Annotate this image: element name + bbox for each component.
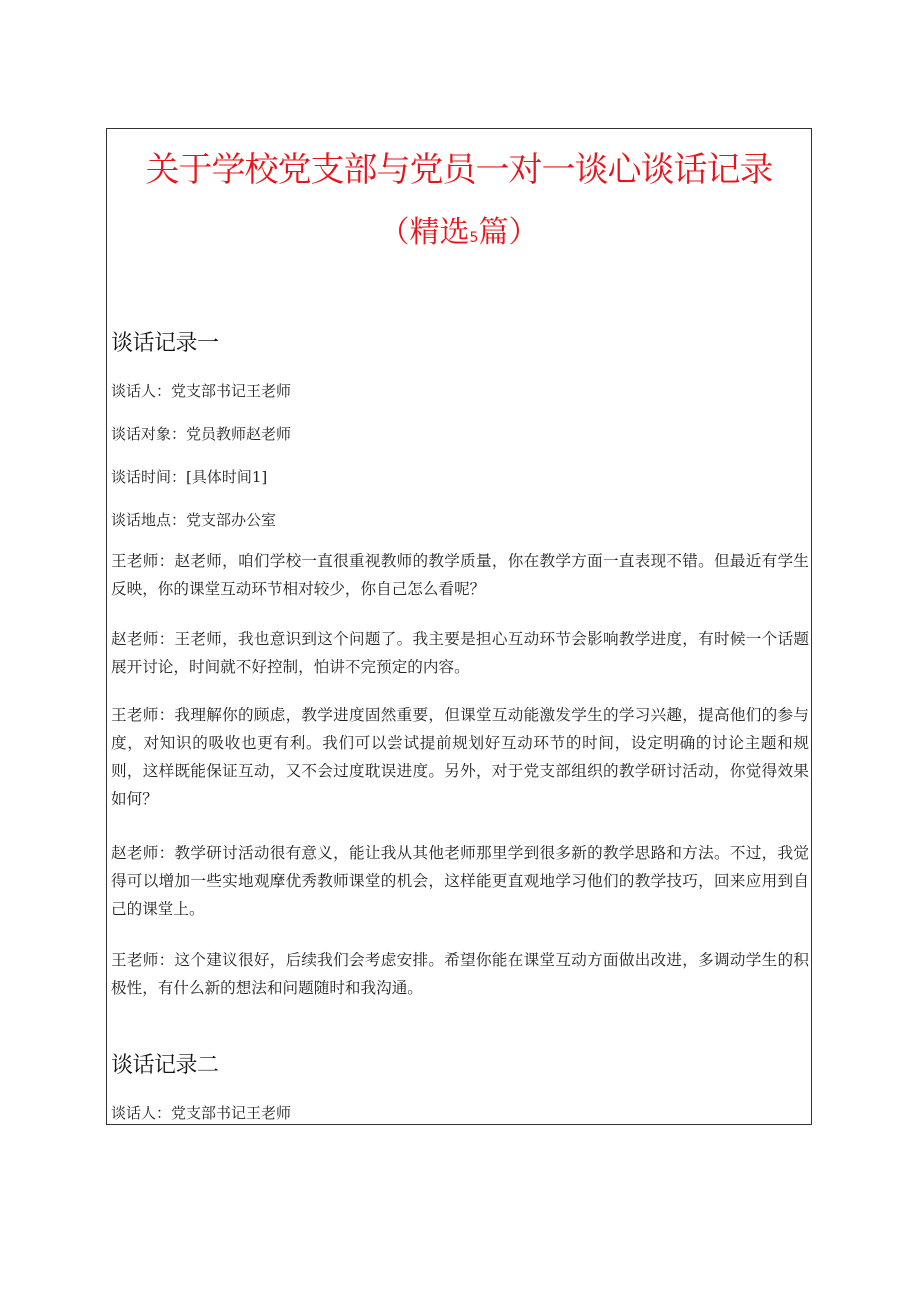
document-title: 关于学校党支部与党员一对一谈心谈话记录 [145,150,773,190]
dialogue-paragraph: 王老师：这个建议很好，后续我们会考虑安排。希望你能在课堂互动方面做出改进，多调动学生的积极性，有什么新的想法和问题随时和我沟通。 [111,951,809,997]
subtitle-close: 篇） [478,215,539,250]
record-1-speaker: 谈话人：党支部书记王老师 [111,382,292,400]
subtitle-open: （精选 [379,215,470,250]
record-1-heading: 谈话记录一 [111,331,219,356]
dialogue-paragraph: 赵老师：教学研讨活动很有意义，能让我从其他老师那里学到很多新的教学思路和方法。不过，我觉得可以增加一些实地观摩优秀教师课堂的机会，这样能更直观地学习他们的教学技巧，回来应用到自己的课堂上。 [111,844,809,918]
record-2-heading: 谈话记录二 [111,1053,219,1078]
document-frame [106,128,812,1125]
document-subtitle [107,213,811,258]
record-2-speaker: 谈话人：党支部书记王老师 [111,1104,292,1122]
dialogue-paragraph: 赵老师：王老师，我也意识到这个问题了。我主要是担心互动环节会影响教学进度，有时候一个话题展开讨论，时间就不好控制，怕讲不完预定的内容。 [111,630,809,676]
dialogue-paragraph: 王老师：我理解你的顾虑，教学进度固然重要，但课堂互动能激发学生的学习兴趣，提高他们的参与度，对知识的吸收也更有利。我们可以尝试提前规划好互动环节的时间，设定明确的讨论主题和规则，这样既能保证互动，又不会过度耽误进度。另外，对于党支部组织的教学研讨活动，你觉得效果如何？ [111,706,809,808]
record-1-time: 谈话时间：[具体时间1] [111,468,268,486]
record-1-place: 谈话地点：党支部办公室 [111,511,277,529]
subtitle-count: 5 [469,230,479,246]
dialogue-paragraph: 王老师：赵老师，咱们学校一直很重视教师的教学质量，你在教学方面一直表现不错。但最近有学生反映，你的课堂互动环节相对较少，你自己怎么看呢？ [111,552,809,598]
record-1-target: 谈话对象：党员教师赵老师 [111,425,292,443]
